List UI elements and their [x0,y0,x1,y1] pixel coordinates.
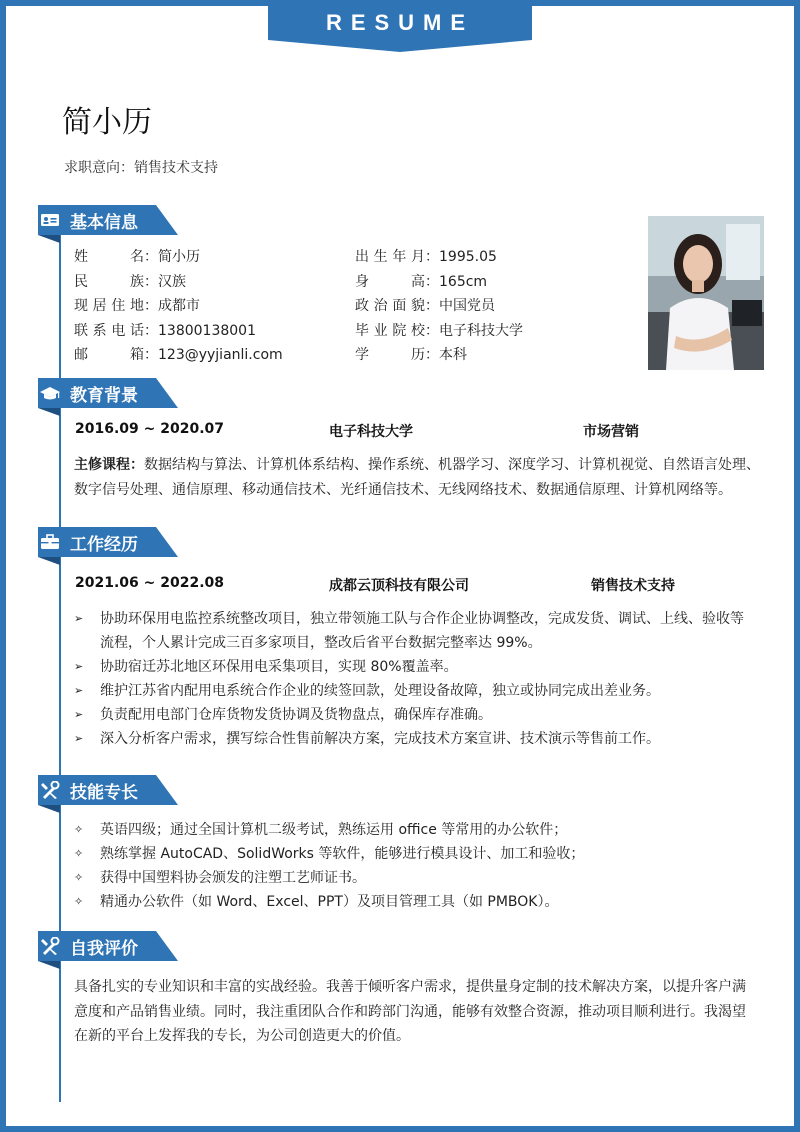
basic-info-left [74,245,283,368]
resume-title: RESUME [325,10,475,35]
basic-info-right [355,245,523,368]
section-header-skills [38,775,178,805]
work-company: 成都云顶科技有限公司 [329,578,469,594]
skill-text: 获得中国塑料协会颁发的注塑工艺师证书。 [100,870,366,886]
briefcase-icon [40,533,60,551]
info-value: ：1995.05 [425,249,497,265]
section-title-self: 自我评价 [70,939,138,959]
list-item [74,679,744,703]
list-item [74,866,584,890]
education-courses [74,453,760,502]
duty-text: 深入分析客户需求，撰写综合性售前解决方案，完成技术方案宣讲、技术演示等售前工作。 [100,731,660,747]
info-label: 联系电话 [74,322,144,339]
job-intent: 求职意向：销售技术支持 [64,160,218,176]
info-row-ethnicity [74,270,283,295]
skill-text: 精通办公软件（如 Word、Excel、PPT）及项目管理工具（如 PMBOK）。 [100,894,559,910]
education-major: 市场营销 [583,424,639,440]
work-duties-list [74,607,744,751]
section-header-education [38,378,178,408]
info-label: 姓名 [74,249,144,265]
info-value: ：本科 [425,347,467,363]
info-row-political [355,294,523,319]
info-value: ：汉族 [144,273,186,290]
info-row-name [74,245,283,270]
info-row-residence [74,294,283,319]
list-item [74,607,744,655]
info-row-phone [74,319,283,344]
info-value: ：简小历 [144,249,200,265]
info-label: 学历 [355,347,425,363]
info-value: ：中国党员 [425,298,495,314]
arrow-bullet-icon: ➢ [74,612,84,625]
info-row-school [355,319,523,344]
diamond-bullet-icon: ✧ [74,895,84,908]
timeline-line [59,232,61,1102]
graduation-cap-icon [40,384,60,402]
profile-photo [648,216,764,370]
tools-icon [40,781,60,799]
section-title-skills: 技能专长 [70,783,138,803]
arrow-bullet-icon: ➢ [74,732,84,745]
education-period: 2016.09 ~ 2020.07 [75,421,225,437]
courses-line-2: 数字信号处理、通信原理、移动通信技术、光纤通信技术、无线网络技术、数据通信原理、计算机网络等。 [74,481,732,498]
info-row-birth [355,245,523,270]
self-eval-line-1: 具备扎实的专业知识和丰富的实战经验。我善于倾听客户需求，提供量身定制的技术解决方案，以提升客户满 [74,979,746,995]
duty-text: 协助宿迁苏北地区环保用电采集项目，实现 80%覆盖率。 [100,659,458,675]
info-row-height [355,270,523,295]
skills-list [74,818,584,914]
info-label: 出生年月 [355,249,425,265]
id-card-icon [40,211,60,229]
arrow-bullet-icon: ➢ [74,660,84,673]
duty-text: 负责配用电部门仓库货物发货协调及货物盘点，确保库存准确。 [100,707,492,723]
info-row-degree [355,343,523,368]
self-evaluation-text [74,975,746,1049]
section-title-basic: 基本信息 [70,213,138,233]
info-row-email [74,343,283,368]
info-value: ：电子科技大学 [425,322,523,339]
section-header-work [38,527,178,557]
candidate-name: 简小历 [62,105,152,140]
work-period: 2021.06 ~ 2022.08 [75,575,225,591]
tools-icon [40,937,60,955]
diamond-bullet-icon: ✧ [74,823,84,836]
list-item [74,655,744,679]
list-item [74,727,744,751]
info-label: 现居住地 [74,298,144,314]
info-value: ：13800138001 [144,322,256,339]
resume-header-tab [268,0,532,52]
courses-label: 主修课程： [74,457,144,473]
education-school: 电子科技大学 [329,424,413,440]
arrow-bullet-icon: ➢ [74,684,84,697]
section-title-work: 工作经历 [70,535,138,555]
courses-line-1: 数据结构与算法、计算机体系结构、操作系统、机器学习、深度学习、计算机视觉、自然语言处理、 [144,457,760,473]
duty-text-continued: 流程，个人累计完成三百多家项目，整改后省平台数据完整率达 99%。 [100,635,542,651]
list-item [74,818,584,842]
info-value: ：成都市 [144,298,200,314]
info-label: 身高 [355,273,425,290]
info-value: ：165cm [425,273,488,290]
diamond-bullet-icon: ✧ [74,847,84,860]
skill-text: 熟练掌握 AutoCAD、SolidWorks 等软件，能够进行模具设计、加工和验收； [100,846,585,862]
info-label: 毕业院校 [355,322,425,339]
self-eval-line-2: 意度和产品销售业绩。同时，我注重团队合作和跨部门沟通，能够有效整合资源，推动项目顺利进行。我渴望 [74,1003,746,1020]
duty-text: 协助环保用电监控系统整改项目，独立带领施工队与合作企业协调整改，完成发货、调试、上线、验收等 [100,611,744,627]
work-position: 销售技术支持 [591,578,675,594]
diamond-bullet-icon: ✧ [74,871,84,884]
section-header-self [38,931,178,961]
list-item [74,842,584,866]
list-item [74,890,584,914]
info-label: 政治面貌 [355,298,425,314]
info-label: 民族 [74,273,144,290]
info-label: 邮箱 [74,347,144,363]
section-title-education: 教育背景 [70,386,138,406]
duty-text: 维护江苏省内配用电系统合作企业的续签回款，处理设备故障，独立或协同完成出差业务。 [100,683,660,699]
list-item [74,703,744,727]
section-header-basic [38,205,178,235]
info-value: ：123@yyjianli.com [144,347,283,363]
skill-text: 英语四级；通过全国计算机二级考试，熟练运用 office 等常用的办公软件； [100,822,568,838]
arrow-bullet-icon: ➢ [74,708,84,721]
self-eval-line-3: 在新的平台上发挥我的专长，为公司创造更大的价值。 [74,1028,410,1044]
